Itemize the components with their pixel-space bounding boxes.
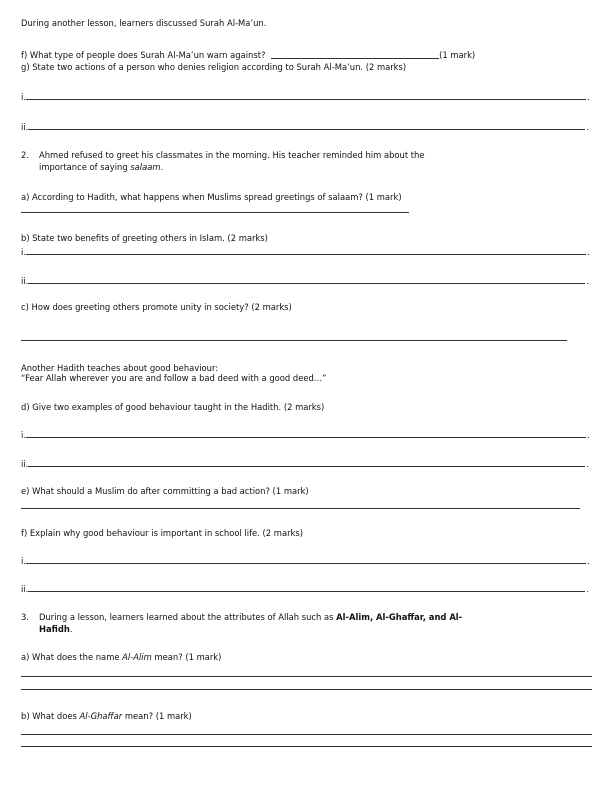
answer-row-f-ii [21, 584, 589, 594]
stem-bold: Al-Alim, Al-Ghaffar, and Al- [336, 612, 463, 622]
answer-label: i. [21, 92, 26, 102]
answer-line-3a-1[interactable] [21, 676, 592, 677]
question-text: b) What does [21, 711, 80, 721]
answer-line-1f[interactable] [271, 58, 439, 59]
question-2b: b) State two benefits of greeting others in Islam. (2 marks) [21, 233, 268, 243]
question-2a: a) According to Hadith, what happens when Muslims spread greetings of salaam? (1 mark) [21, 192, 402, 202]
answer-row-2b-ii [21, 276, 589, 286]
answer-line-2c[interactable] [21, 340, 567, 341]
answer-line-2a[interactable] [21, 212, 409, 213]
answer-line[interactable] [28, 283, 585, 284]
stem-italic: salaam [130, 162, 161, 172]
answer-row-d-i [21, 430, 590, 440]
stem-text: . [160, 162, 164, 172]
intro-text: During another lesson, learners discussed Surah Al-Ma’un. [21, 18, 267, 28]
question-e: e) What should a Muslim do after committing a bad action? (1 mark) [21, 486, 309, 496]
question-3-stem-2 [39, 624, 73, 634]
question-2-stem-1: Ahmed refused to greet his classmates in the morning. His teacher reminded him about the [39, 150, 425, 160]
question-2c: c) How does greeting others promote unity in society? (2 marks) [21, 302, 292, 312]
answer-line-3b-1[interactable] [21, 734, 592, 735]
answer-line[interactable] [26, 99, 586, 100]
question-text: mean? (1 mark) [151, 652, 222, 662]
answer-line-e[interactable] [21, 508, 580, 509]
answer-row-2b-i [21, 247, 590, 257]
question-2-number: 2. [21, 150, 29, 160]
stem-text: importance of saying [39, 162, 131, 172]
answer-line[interactable] [28, 591, 585, 592]
question-3-number: 3. [21, 612, 29, 622]
answer-label: ii. [21, 122, 29, 132]
answer-label: i. [21, 556, 26, 566]
answer-label: i. [21, 247, 26, 257]
answer-label: i. [21, 430, 26, 440]
question-3a [21, 652, 221, 662]
hadith-quote: “Fear Allah wherever you are and follow a bad deed with a good deed…” [21, 373, 327, 383]
answer-dot: . [586, 276, 589, 286]
answer-line[interactable] [26, 437, 586, 438]
answer-label: ii. [21, 459, 29, 469]
answer-dot: . [587, 92, 590, 102]
question-text: mean? (1 mark) [122, 711, 192, 721]
stem-text: . [69, 624, 73, 634]
stem-bold: Hafidh [39, 624, 70, 634]
answer-row-f-i [21, 556, 590, 566]
question-d: d) Give two examples of good behaviour taught in the Hadith. (2 marks) [21, 402, 325, 412]
question-italic: Al-Alim [122, 652, 152, 662]
answer-dot: . [586, 584, 589, 594]
answer-dot: . [586, 122, 589, 132]
question-text: a) What does the name [21, 652, 123, 662]
answer-row-1g-i [21, 92, 590, 102]
question-3-stem-1 [39, 612, 462, 622]
answer-dot: . [586, 459, 589, 469]
question-1f-mark: (1 mark) [439, 50, 476, 60]
stem-text: During a lesson, learners learned about the attributes of Allah such as [39, 612, 337, 622]
question-f: f) Explain why good behaviour is important in school life. (2 marks) [21, 528, 303, 538]
question-3b [21, 711, 192, 721]
answer-line[interactable] [28, 466, 585, 467]
question-2-stem-2 [39, 162, 163, 172]
answer-dot: . [587, 556, 590, 566]
answer-line[interactable] [26, 563, 586, 564]
hadith-intro: Another Hadith teaches about good behaviour: [21, 363, 219, 373]
answer-line[interactable] [28, 129, 585, 130]
answer-dot: . [587, 247, 590, 257]
answer-label: ii. [21, 276, 29, 286]
question-1f [21, 50, 475, 60]
answer-row-d-ii [21, 459, 589, 469]
answer-row-1g-ii [21, 122, 589, 132]
answer-label: ii. [21, 584, 29, 594]
answer-dot: . [587, 430, 590, 440]
answer-line-3b-2[interactable] [21, 746, 592, 747]
question-italic: Al-Ghaffar [79, 711, 123, 721]
question-1f-text: f) What type of people does Surah Al-Ma’un warn against? [21, 50, 266, 60]
question-1g: g) State two actions of a person who denies religion according to Surah Al-Ma’un. (2 marks) [21, 62, 407, 72]
answer-line[interactable] [26, 254, 586, 255]
answer-line-3a-2[interactable] [21, 689, 592, 690]
